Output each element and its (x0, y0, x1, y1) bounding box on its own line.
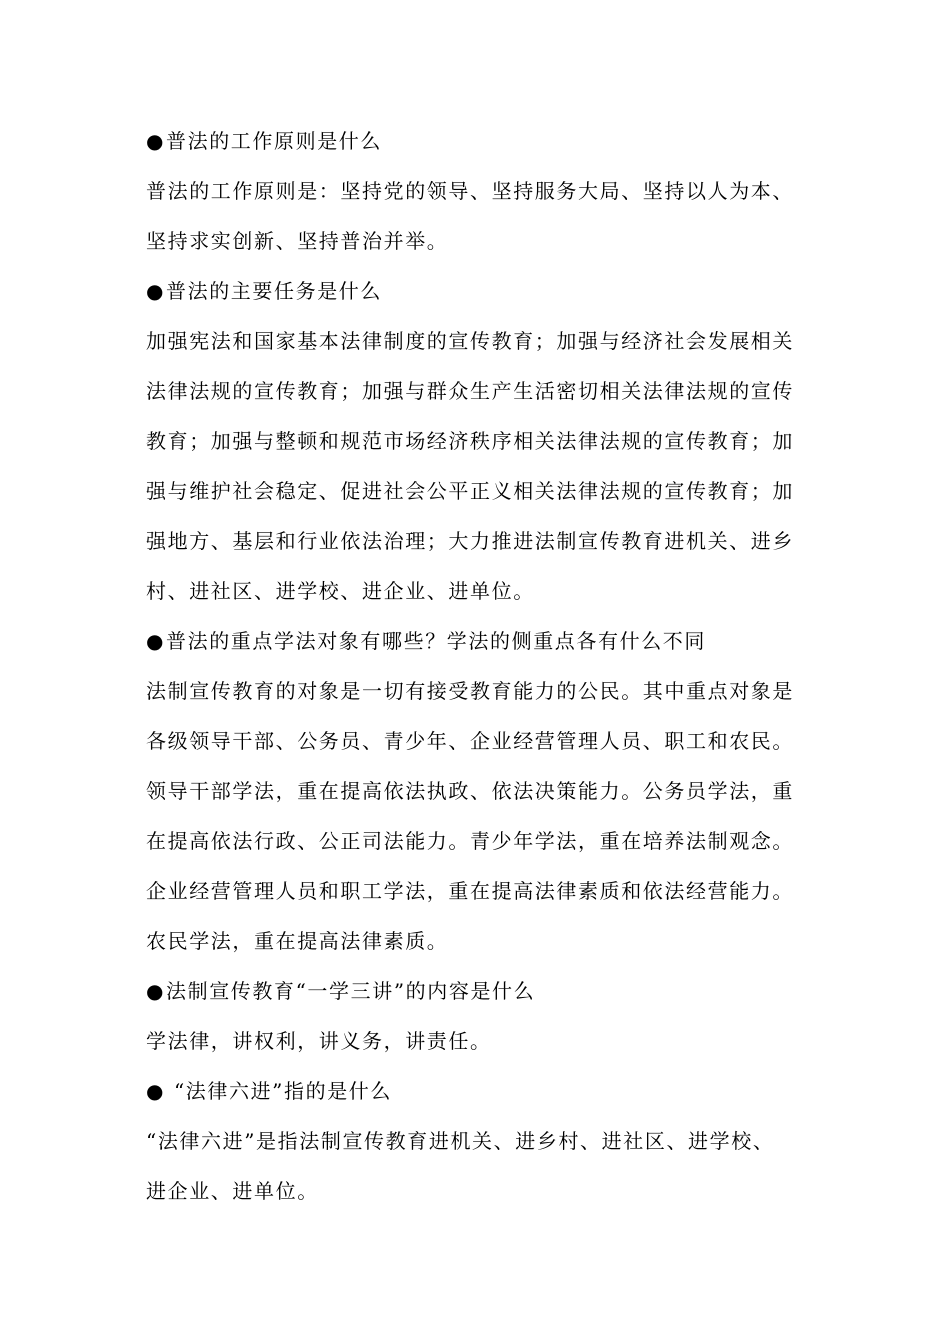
heading-text: 普法的主要任务是什么 (166, 279, 382, 303)
section-heading (146, 616, 810, 666)
paragraph-line: 学法律，讲权利，讲义务，讲责任。 (146, 1029, 492, 1053)
section-heading (146, 266, 810, 316)
document-body (146, 116, 810, 1216)
paragraph-line: 法律法规的宣传教育；加强与群众生产生活密切相关法律法规的宣传 (146, 379, 794, 403)
paragraph-line: 教育；加强与整顿和规范市场经济秩序相关法律法规的宣传教育；加 (146, 429, 794, 453)
section-law-six-entries (146, 1066, 810, 1216)
section-heading (146, 116, 810, 166)
section-key-learners (146, 616, 810, 966)
paragraph-line: 各级领导干部、公务员、青少年、企业经营管理人员、职工和农民。 (146, 729, 794, 753)
bullet-icon: ● (146, 1079, 166, 1103)
heading-text: 普法的工作原则是什么 (166, 129, 382, 153)
paragraph-line: 坚持求实创新、坚持普治并举。 (146, 229, 449, 253)
section-main-tasks (146, 266, 810, 616)
paragraph-line: 进企业、进单位。 (146, 1179, 319, 1203)
bullet-icon: ● (146, 129, 166, 153)
paragraph-line: 村、进社区、进学校、进企业、进单位。 (146, 579, 535, 603)
paragraph-line: 法制宣传教育的对象是一切有接受教育能力的公民。其中重点对象是 (146, 679, 794, 703)
section-heading (146, 966, 810, 1016)
bullet-icon: ● (146, 629, 166, 653)
paragraph-line: 在提高依法行政、公正司法能力。青少年学法，重在培养法制观念。 (146, 829, 794, 853)
heading-text: 法制宣传教育“一学三讲”的内容是什么 (166, 979, 536, 1003)
section-work-principles (146, 116, 810, 266)
paragraph-line: “法律六进”是指法制宣传教育进机关、进乡村、进社区、进学校、 (146, 1129, 775, 1153)
bullet-icon: ● (146, 279, 166, 303)
section-heading (146, 1066, 810, 1116)
paragraph-line: 企业经营管理人员和职工学法，重在提高法律素质和依法经营能力。 (146, 879, 794, 903)
paragraph-line: 领导干部学法，重在提高依法执政、依法决策能力。公务员学法，重 (146, 779, 794, 803)
paragraph-line: 农民学法，重在提高法律素质。 (146, 929, 449, 953)
bullet-icon: ● (146, 979, 166, 1003)
section-one-study-three-talks (146, 966, 810, 1066)
heading-text: 普法的重点学法对象有哪些？学法的侧重点各有什么不同 (166, 629, 706, 653)
paragraph-line: 普法的工作原则是：坚持党的领导、坚持服务大局、坚持以人为本、 (146, 179, 794, 203)
paragraph-line: 加强宪法和国家基本法律制度的宣传教育；加强与经济社会发展相关 (146, 329, 794, 353)
paragraph-line: 强地方、基层和行业依法治理；大力推进法制宣传教育进机关、进乡 (146, 529, 794, 553)
heading-text: “法律六进”指的是什么 (166, 1079, 393, 1103)
paragraph-line: 强与维护社会稳定、促进社会公平正义相关法律法规的宣传教育；加 (146, 479, 794, 503)
